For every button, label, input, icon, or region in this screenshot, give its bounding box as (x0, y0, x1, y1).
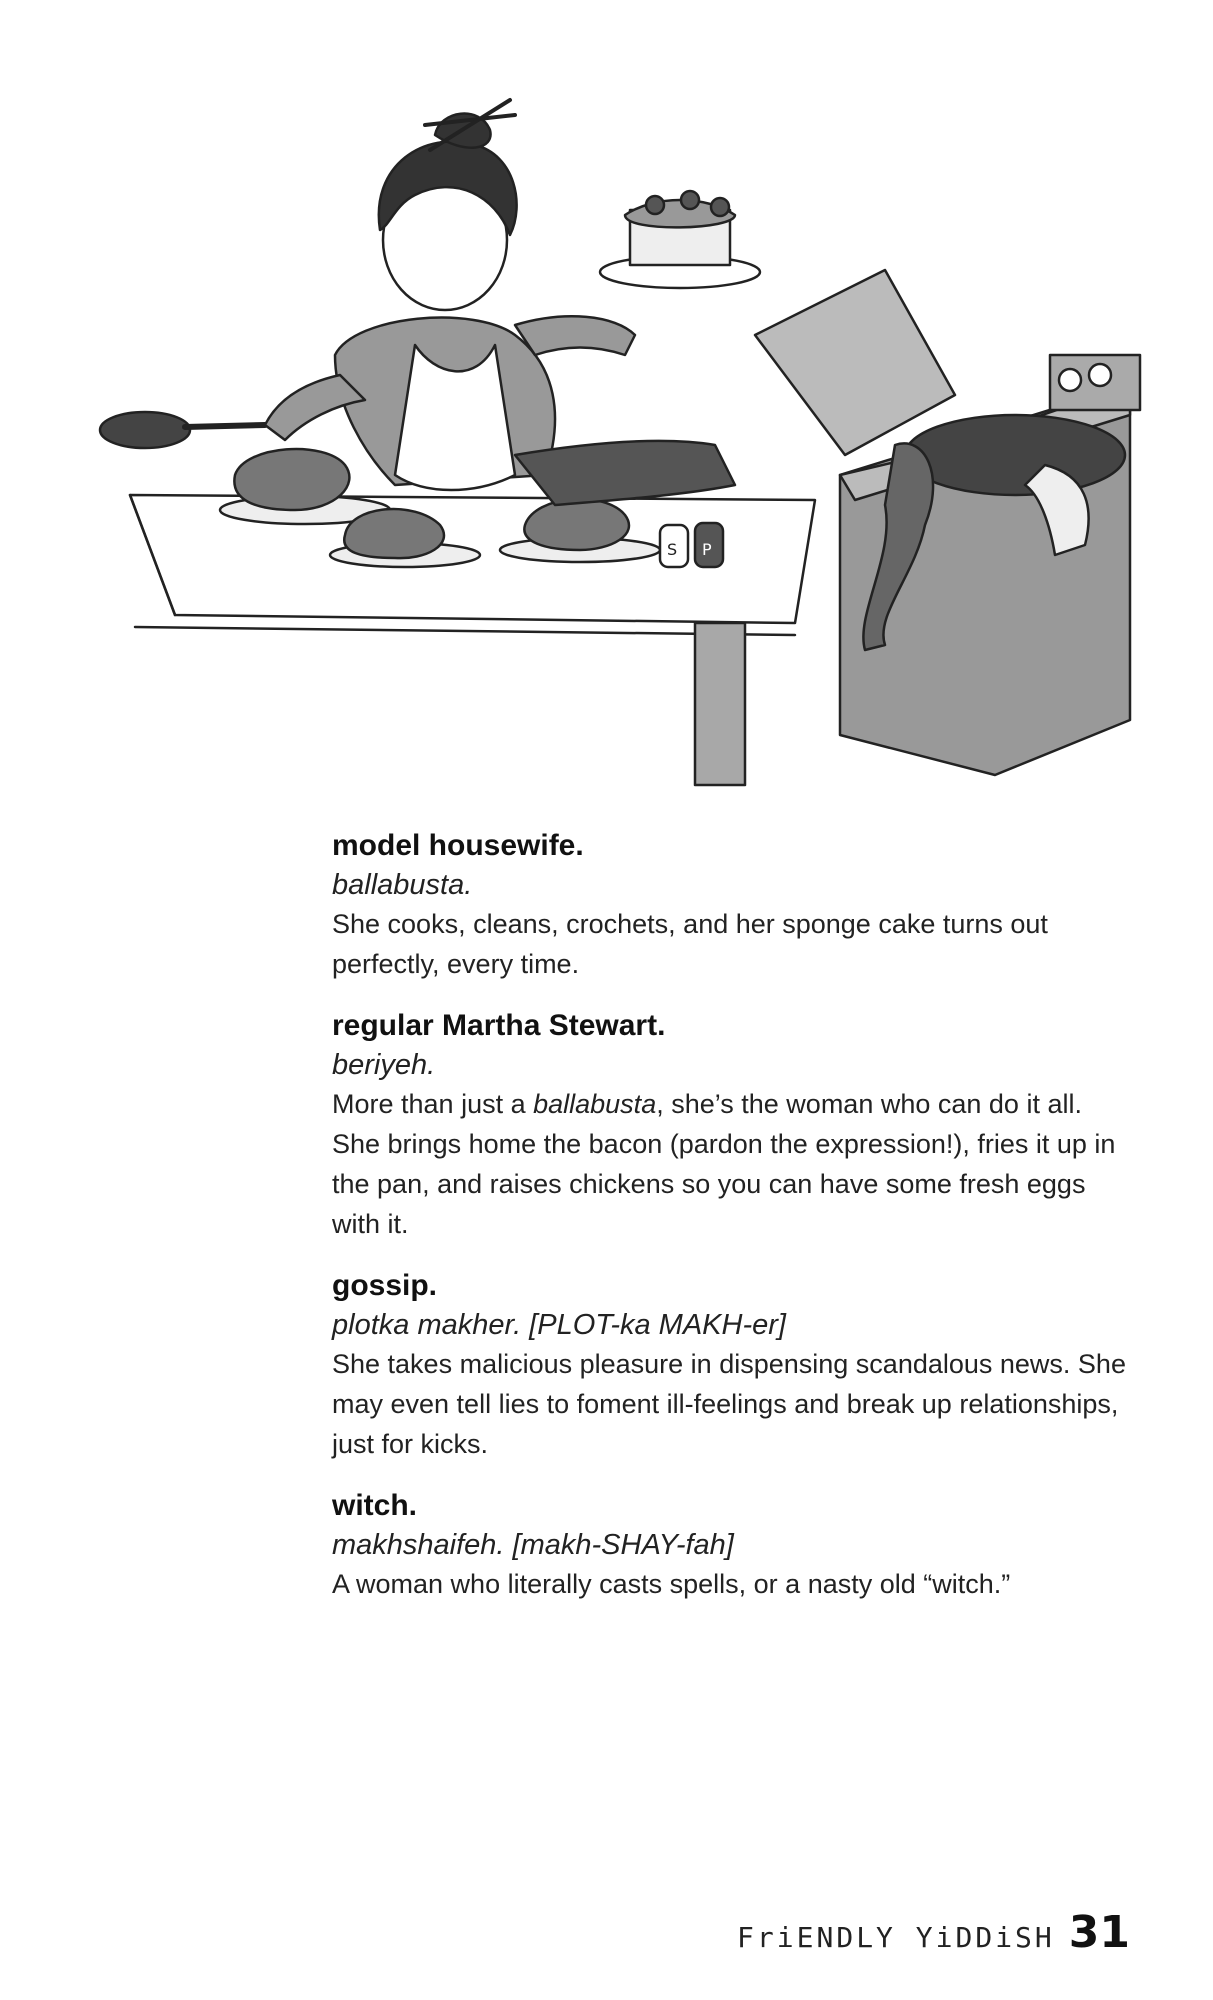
entry (332, 1266, 1132, 1464)
entry-definition: A woman who literally casts spells, or a nasty old “witch.” (332, 1569, 1011, 1599)
definition-text: More than just a (332, 1089, 534, 1119)
entry-term: model housewife. (332, 829, 584, 862)
entry-yiddish: ballabusta. (332, 869, 473, 901)
washer-tub (905, 415, 1125, 495)
entry-yiddish: plotka makher. [PLOT-ka MAKH-er] (332, 1309, 786, 1341)
entry (332, 826, 1132, 984)
woman-arm-right (515, 316, 635, 355)
entry-term: gossip. (332, 1269, 438, 1302)
entry-definition: She takes malicious pleasure in dispensing scandalous news. She may even tell lies to foment ill-feelings and break up relationships, just for kicks. (332, 1349, 1126, 1459)
entry (332, 1486, 1132, 1604)
salt-label: S (667, 540, 678, 559)
entry-definition: She cooks, cleans, crochets, and her sponge cake turns out perfectly, every time. (332, 909, 1048, 979)
entry (332, 1006, 1132, 1244)
entries-list (332, 826, 1132, 1626)
housewife-illustration (95, 55, 1155, 795)
cake-on-plate (600, 191, 760, 288)
entry-term: regular Martha Stewart. (332, 1009, 666, 1042)
entry-yiddish: beriyeh. (332, 1049, 436, 1081)
washer-lid (755, 270, 955, 455)
page-footer (737, 1907, 1130, 1958)
entry-definition (332, 1084, 1132, 1244)
entry-yiddish: makhshaifeh. [makh-SHAY-fah] (332, 1529, 734, 1561)
pepper-label: P (702, 540, 712, 559)
definition-italic: ballabusta (533, 1089, 657, 1119)
page-number: 31 (1068, 1907, 1130, 1958)
definition-text: , she’s the woman who can do it all. She brings home the bacon (pardon the expression!), fries it up in the pan, and raises chickens so you can have some fresh eggs with it. (332, 1089, 1116, 1239)
entry-term: witch. (332, 1489, 418, 1522)
washer-knob (1089, 364, 1111, 386)
frying-pan (100, 412, 265, 448)
counter-leg (695, 623, 745, 785)
washer-knob (1059, 369, 1081, 391)
book-title: FriENDLY YiDDiSH (737, 1921, 1055, 1954)
woman-leg (515, 441, 735, 505)
